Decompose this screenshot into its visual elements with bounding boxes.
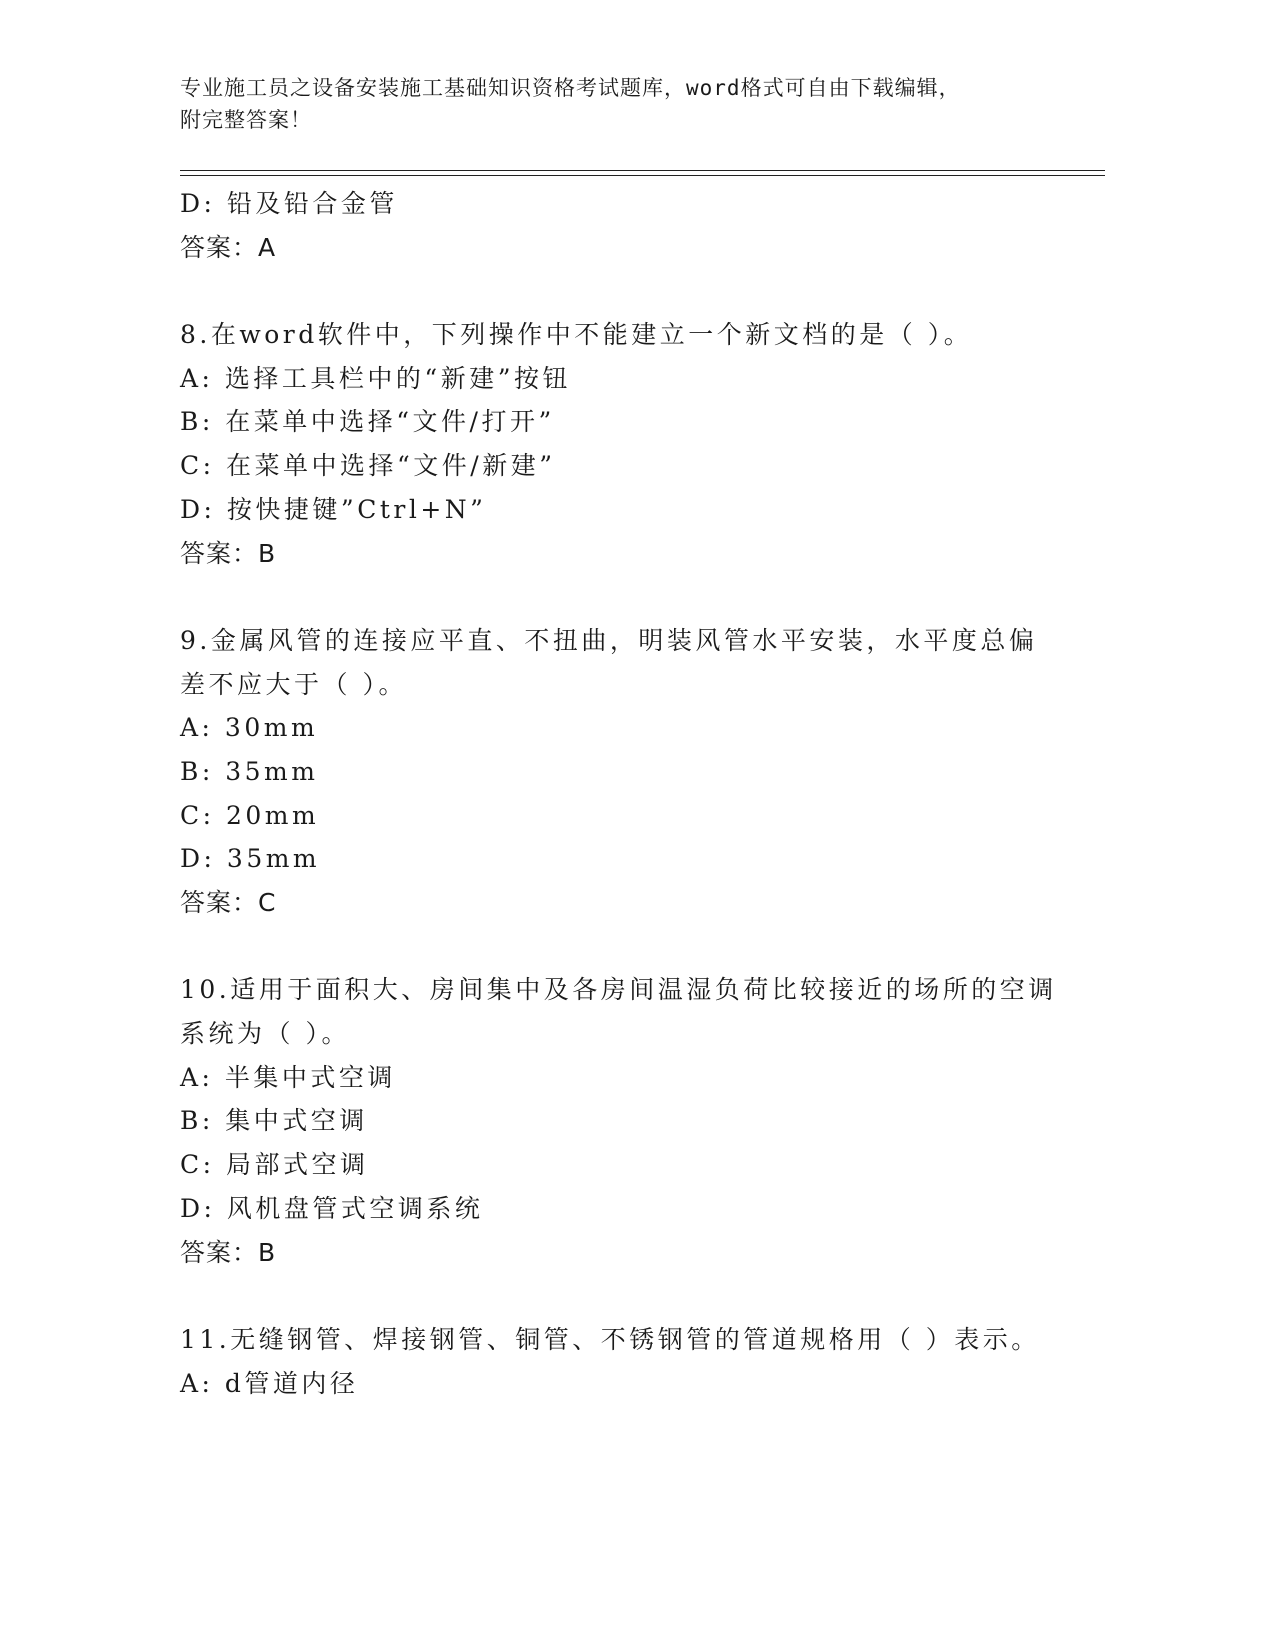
option-text: A: 30mm [180,713,319,743]
header-divider-top [180,170,1105,171]
option-text: D: 铅及铅合金管 [180,189,398,218]
question-text: 9.金属风管的连接应平直、不扭曲，明装风管水平安装，水平度总偏 [180,625,1038,655]
option-text: A: 选择工具栏中的“新建”按钮 [180,363,571,393]
question-block [180,1318,1060,1405]
option-text: B: 35mm [180,756,319,786]
header-divider-bottom [180,175,1105,176]
document-header [180,72,1040,136]
block-spacer [180,925,1060,969]
block-spacer [180,1274,1060,1318]
option-text: D: 按快捷键”Ctrl+N” [180,494,487,524]
answer-text: 答案：B [180,538,277,568]
question-list [180,182,1060,1405]
answer-text: 答案：B [180,1237,277,1267]
option-text: C: 20mm [180,800,320,830]
block-spacer [180,269,1060,313]
question-text: 差不应大于（ ）。 [180,669,407,699]
question-text: 8.在word软件中，下列操作中不能建立一个新文档的是（ ）。 [180,320,973,350]
option-text: B: 在菜单中选择“文件/打开” [180,407,555,437]
option-text: A: d管道内径 [180,1368,359,1398]
question-block [180,619,1060,925]
question-block [180,968,1060,1274]
question-text: 系统为（ ）。 [180,1019,350,1049]
option-text: B: 集中式空调 [180,1106,368,1136]
header-line-1: 专业施工员之设备安装施工基础知识资格考试题库，word格式可自由下载编辑， [180,76,961,100]
option-text: C: 局部式空调 [180,1150,369,1180]
block-spacer [180,575,1060,619]
answer-text: 答案：A [180,232,277,262]
header-line-2: 附完整答案！ [180,108,312,132]
question-text: 10.适用于面积大、房间集中及各房间温湿负荷比较接近的场所的空调 [180,975,1057,1005]
option-text: D: 35mm [180,844,321,874]
question-block [180,313,1060,575]
question-block [180,182,1060,269]
answer-text: 答案：C [180,888,277,917]
option-text: D: 风机盘管式空调系统 [180,1193,484,1223]
option-text: A: 半集中式空调 [180,1062,396,1092]
option-text: C: 在菜单中选择“文件/新建” [180,451,556,481]
question-text: 11.无缝钢管、焊接钢管、铜管、不锈钢管的管道规格用（ ）表示。 [180,1324,1040,1354]
